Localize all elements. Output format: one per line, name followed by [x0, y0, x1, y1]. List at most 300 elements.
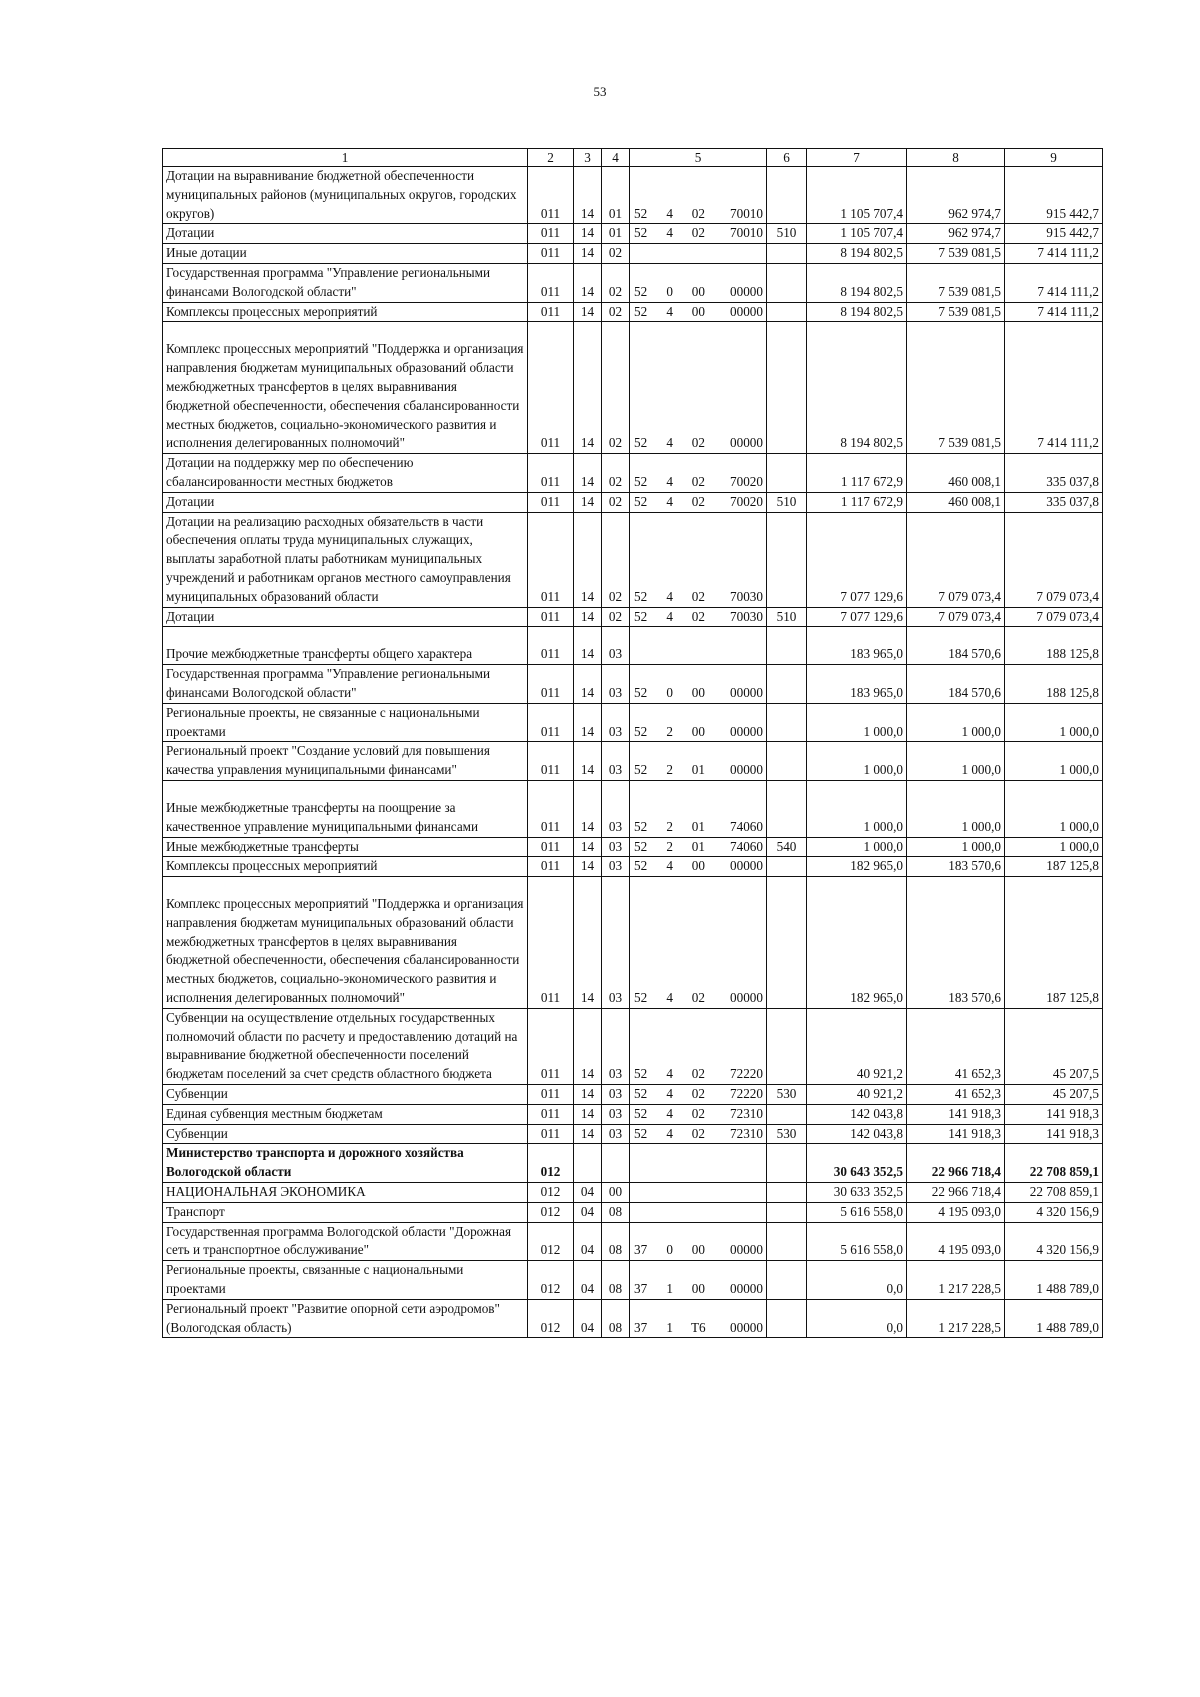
amount-c9: 335 037,8 [1005, 492, 1103, 512]
row-name-text: Транспорт [166, 1203, 225, 1219]
target-article-code [630, 492, 767, 512]
code-c3: 14 [574, 322, 602, 454]
code-part-3: 01 [691, 838, 705, 854]
row-name [163, 877, 528, 1009]
code-c4: 02 [602, 322, 630, 454]
code-part-2: 4 [666, 435, 673, 451]
code-c2: 011 [528, 512, 574, 607]
row-name-text: Дотации [166, 493, 215, 509]
code-c3: 04 [574, 1202, 602, 1222]
code-c4: 03 [602, 780, 630, 837]
column-header-9: 9 [1005, 149, 1103, 167]
row-name [163, 322, 528, 454]
expense-type-code [767, 1261, 807, 1300]
target-article-code [630, 1008, 767, 1084]
expense-type-code [767, 454, 807, 493]
amount-c9: 4 320 156,9 [1005, 1222, 1103, 1261]
code-c3: 14 [574, 742, 602, 781]
amount-c8: 7 539 081,5 [907, 322, 1005, 454]
code-c3: 14 [574, 837, 602, 857]
code-part-1: 52 [634, 473, 648, 489]
table-row [163, 627, 1103, 665]
table-row [163, 302, 1103, 322]
column-header-6: 6 [767, 149, 807, 167]
amount-c9: 915 442,7 [1005, 167, 1103, 224]
amount-c8: 7 079 073,4 [907, 512, 1005, 607]
row-name [163, 780, 528, 837]
row-name [163, 454, 528, 493]
row-name [163, 703, 528, 742]
target-article-code [630, 857, 767, 877]
expense-type-code [767, 1183, 807, 1203]
expense-type-code: 510 [767, 224, 807, 244]
code-part-3: 02 [691, 1066, 705, 1082]
target-article-parts [630, 857, 766, 876]
code-part-4: 00000 [730, 723, 763, 739]
row-name [163, 1261, 528, 1300]
amount-c8: 4 195 093,0 [907, 1202, 1005, 1222]
code-c4 [602, 1144, 630, 1183]
amount-c9: 335 037,8 [1005, 454, 1103, 493]
row-name-text: Иные дотации [166, 245, 247, 261]
amount-c8: 141 918,3 [907, 1124, 1005, 1144]
amount-c7: 7 077 129,6 [807, 607, 907, 627]
row-name [163, 837, 528, 857]
code-part-4: 00000 [730, 762, 763, 778]
column-header-4: 4 [602, 149, 630, 167]
amount-c7: 1 000,0 [807, 742, 907, 781]
amount-c9: 7 079 073,4 [1005, 607, 1103, 627]
amount-c9: 188 125,8 [1005, 665, 1103, 704]
row-name [163, 492, 528, 512]
table-row [163, 742, 1103, 781]
target-article-parts [630, 761, 766, 780]
code-part-4: 72220 [730, 1066, 763, 1082]
code-c4: 01 [602, 167, 630, 224]
code-c3: 14 [574, 454, 602, 493]
amount-c8: 962 974,7 [907, 224, 1005, 244]
row-name-text: Субвенции [166, 1086, 228, 1102]
amount-c7: 142 043,8 [807, 1104, 907, 1124]
row-name [163, 1124, 528, 1144]
code-c4: 03 [602, 665, 630, 704]
amount-c7: 40 921,2 [807, 1008, 907, 1084]
amount-c7: 0,0 [807, 1261, 907, 1300]
target-article-code [630, 1202, 767, 1222]
code-c3: 14 [574, 263, 602, 302]
table-row [163, 224, 1103, 244]
code-part-2: 4 [666, 588, 673, 604]
code-c4: 08 [602, 1202, 630, 1222]
target-article-parts [630, 283, 766, 302]
code-part-3: 00 [691, 303, 705, 319]
code-part-2: 4 [666, 1105, 673, 1121]
target-article-parts [630, 608, 766, 627]
code-c4: 08 [602, 1299, 630, 1338]
expense-type-code [767, 263, 807, 302]
expense-type-code [767, 302, 807, 322]
row-name [163, 742, 528, 781]
code-part-2: 4 [666, 990, 673, 1006]
code-c4: 02 [602, 492, 630, 512]
target-article-parts [630, 473, 766, 492]
amount-c8: 183 570,6 [907, 877, 1005, 1009]
code-c4: 02 [602, 244, 630, 264]
code-part-3: 00 [691, 684, 705, 700]
code-c4: 08 [602, 1222, 630, 1261]
code-c3: 14 [574, 607, 602, 627]
amount-c7: 40 921,2 [807, 1085, 907, 1105]
amount-c8: 1 000,0 [907, 780, 1005, 837]
amount-c7: 1 000,0 [807, 780, 907, 837]
code-part-2: 0 [666, 1242, 673, 1258]
amount-c8: 184 570,6 [907, 627, 1005, 665]
code-part-1: 52 [634, 1105, 648, 1121]
code-c4: 02 [602, 512, 630, 607]
code-part-4: 74060 [730, 818, 763, 834]
row-name [163, 1299, 528, 1338]
code-part-2: 4 [666, 608, 673, 624]
amount-c8: 4 195 093,0 [907, 1222, 1005, 1261]
code-part-4: 72220 [730, 1086, 763, 1102]
code-c2: 011 [528, 322, 574, 454]
expense-type-code [767, 1008, 807, 1084]
amount-c8: 7 539 081,5 [907, 263, 1005, 302]
row-name [163, 607, 528, 627]
code-c4: 03 [602, 1124, 630, 1144]
target-article-parts [630, 303, 766, 322]
code-part-3: 02 [691, 588, 705, 604]
row-name-text: Субвенции [166, 1125, 228, 1141]
code-part-3: 01 [691, 818, 705, 834]
expense-type-code [767, 512, 807, 607]
code-part-1: 52 [634, 435, 648, 451]
code-c2: 011 [528, 454, 574, 493]
target-article-code [630, 837, 767, 857]
target-article-code [630, 302, 767, 322]
expense-type-code [767, 1144, 807, 1183]
amount-c8: 1 217 228,5 [907, 1299, 1005, 1338]
amount-c7: 5 616 558,0 [807, 1202, 907, 1222]
row-name [163, 302, 528, 322]
code-c4: 03 [602, 1008, 630, 1084]
row-name-text: Дотации [166, 608, 215, 624]
table-row [163, 1104, 1103, 1124]
code-c3: 14 [574, 780, 602, 837]
amount-c9: 1 000,0 [1005, 780, 1103, 837]
target-article-parts [630, 493, 766, 512]
code-part-1: 52 [634, 723, 648, 739]
amount-c7: 183 965,0 [807, 627, 907, 665]
table-row [163, 607, 1103, 627]
table-row [163, 263, 1103, 302]
code-c3: 14 [574, 627, 602, 665]
amount-c7: 30 633 352,5 [807, 1183, 907, 1203]
code-c4: 02 [602, 607, 630, 627]
amount-c7: 8 194 802,5 [807, 244, 907, 264]
code-part-2: 4 [666, 858, 673, 874]
expense-type-code: 530 [767, 1124, 807, 1144]
code-part-3: 02 [691, 1125, 705, 1141]
code-c3: 04 [574, 1222, 602, 1261]
code-part-4: 70030 [730, 588, 763, 604]
code-c2: 011 [528, 857, 574, 877]
code-c2: 011 [528, 302, 574, 322]
amount-c9: 141 918,3 [1005, 1104, 1103, 1124]
code-part-1: 37 [634, 1319, 648, 1335]
amount-c8: 7 079 073,4 [907, 607, 1005, 627]
row-name-text: Государственная программа Вологодской области "Дорожная сеть и транспортное обслуживание" [166, 1223, 512, 1258]
amount-c7: 1 117 672,9 [807, 454, 907, 493]
row-name-text: Иные межбюджетные трансферты [166, 838, 359, 854]
expense-type-code [767, 703, 807, 742]
row-name [163, 1008, 528, 1084]
code-part-4: 70020 [730, 473, 763, 489]
code-c2: 012 [528, 1222, 574, 1261]
target-article-parts [630, 434, 766, 453]
target-article-code [630, 877, 767, 1009]
amount-c8: 460 008,1 [907, 454, 1005, 493]
target-article-code [630, 512, 767, 607]
code-part-2: 4 [666, 1125, 673, 1141]
code-part-2: 4 [666, 303, 673, 319]
code-c3: 04 [574, 1299, 602, 1338]
code-c2: 011 [528, 492, 574, 512]
budget-table [162, 148, 1103, 1338]
table-row [163, 1183, 1103, 1203]
target-article-parts [630, 818, 766, 837]
code-part-2: 4 [666, 1066, 673, 1082]
code-part-3: 00 [691, 1281, 705, 1297]
expense-type-code [767, 780, 807, 837]
code-c4: 03 [602, 627, 630, 665]
row-name [163, 1202, 528, 1222]
code-part-3: 02 [691, 493, 705, 509]
amount-c8: 141 918,3 [907, 1104, 1005, 1124]
expense-type-code: 540 [767, 837, 807, 857]
row-name-text: Комплекс процессных мероприятий "Поддержка и организация направления бюджетам муниципальных образований области межбюджетных трансфертов в целях выравнивания бюджетной обеспеченности, обеспечения сбалансированности местных бюджетов, социально-экономического развития и исполнения делегированных полномочий" [166, 896, 524, 1006]
table-row [163, 703, 1103, 742]
code-part-2: 2 [666, 762, 673, 778]
expense-type-code [767, 627, 807, 665]
target-article-parts [630, 989, 766, 1008]
code-part-4: 00000 [730, 303, 763, 319]
row-name-text: Комплекс процессных мероприятий "Поддержка и организация направления бюджетам муниципальных образований области межбюджетных трансфертов в целях выравнивания бюджетной обеспеченности, обеспечения сбалансированности местных бюджетов, социально-экономического развития и исполнения делегированных полномочий" [166, 341, 524, 451]
column-header-2: 2 [528, 149, 574, 167]
row-name [163, 1104, 528, 1124]
code-part-4: 74060 [730, 838, 763, 854]
target-article-code [630, 1299, 767, 1338]
amount-c9: 45 207,5 [1005, 1085, 1103, 1105]
code-c2: 011 [528, 224, 574, 244]
code-part-3: 02 [691, 1105, 705, 1121]
code-part-2: 4 [666, 205, 673, 221]
code-part-2: 4 [666, 1086, 673, 1102]
code-c3: 14 [574, 224, 602, 244]
amount-c8: 183 570,6 [907, 857, 1005, 877]
amount-c8: 460 008,1 [907, 492, 1005, 512]
amount-c7: 142 043,8 [807, 1124, 907, 1144]
code-c2: 011 [528, 703, 574, 742]
table-row [163, 512, 1103, 607]
target-article-code [630, 1124, 767, 1144]
row-name [163, 857, 528, 877]
amount-c9: 22 708 859,1 [1005, 1183, 1103, 1203]
row-name-text: Государственная программа "Управление региональными финансами Вологодской области" [166, 264, 491, 299]
code-c2: 011 [528, 780, 574, 837]
amount-c9: 1 488 789,0 [1005, 1261, 1103, 1300]
code-part-1: 52 [634, 303, 648, 319]
code-part-1: 52 [634, 608, 648, 624]
amount-c8: 22 966 718,4 [907, 1144, 1005, 1183]
expense-type-code: 510 [767, 607, 807, 627]
code-part-3: 00 [691, 283, 705, 299]
code-part-2: 4 [666, 225, 673, 241]
amount-c9: 4 320 156,9 [1005, 1202, 1103, 1222]
amount-c9: 22 708 859,1 [1005, 1144, 1103, 1183]
amount-c9: 915 442,7 [1005, 224, 1103, 244]
target-article-code [630, 1104, 767, 1124]
code-part-3: 02 [691, 608, 705, 624]
code-part-2: 2 [666, 838, 673, 854]
column-header-1: 1 [163, 149, 528, 167]
row-name-text: Региональные проекты, не связанные с национальными проектами [166, 704, 480, 739]
code-c3: 14 [574, 492, 602, 512]
code-part-3: 00 [691, 723, 705, 739]
code-part-3: Т6 [690, 1319, 706, 1335]
table-row [163, 1144, 1103, 1183]
amount-c7: 8 194 802,5 [807, 322, 907, 454]
amount-c9: 45 207,5 [1005, 1008, 1103, 1084]
code-part-4: 00000 [730, 1242, 763, 1258]
code-part-2: 4 [666, 473, 673, 489]
amount-c8: 1 000,0 [907, 742, 1005, 781]
target-article-code [630, 167, 767, 224]
amount-c7: 1 000,0 [807, 703, 907, 742]
code-part-4: 00000 [730, 1319, 763, 1335]
amount-c8: 7 539 081,5 [907, 244, 1005, 264]
row-name-text: Субвенции на осуществление отдельных государственных полномочий области по расчету и предоставлению дотаций на выравнивание бюджетной обеспеченности поселений бюджетам поселений за счет средств областного бюджета [166, 1009, 518, 1082]
expense-type-code [767, 167, 807, 224]
table-row [163, 1124, 1103, 1144]
code-part-1: 37 [634, 1242, 648, 1258]
column-header-7: 7 [807, 149, 907, 167]
amount-c8: 41 652,3 [907, 1008, 1005, 1084]
code-c3: 04 [574, 1261, 602, 1300]
row-name-text: Дотации на поддержку мер по обеспечению сбалансированности местных бюджетов [166, 455, 414, 489]
amount-c7: 0,0 [807, 1299, 907, 1338]
amount-c9: 1 000,0 [1005, 703, 1103, 742]
table-row [163, 857, 1103, 877]
expense-type-code: 510 [767, 492, 807, 512]
row-name [163, 1222, 528, 1261]
code-c4: 03 [602, 877, 630, 1009]
amount-c7: 30 643 352,5 [807, 1144, 907, 1183]
amount-c9: 7 414 111,2 [1005, 322, 1103, 454]
target-article-parts [630, 1085, 766, 1104]
column-header-8: 8 [907, 149, 1005, 167]
code-part-1: 52 [634, 838, 648, 854]
target-article-parts [630, 838, 766, 857]
target-article-code [630, 1183, 767, 1203]
expense-type-code [767, 742, 807, 781]
table-row [163, 244, 1103, 264]
row-name-text: Региональные проекты, связанные с национальными проектами [166, 1262, 464, 1297]
code-c2: 012 [528, 1202, 574, 1222]
code-part-2: 2 [666, 818, 673, 834]
table-row [163, 1008, 1103, 1084]
code-c4: 02 [602, 454, 630, 493]
amount-c9: 187 125,8 [1005, 877, 1103, 1009]
target-article-parts [630, 224, 766, 243]
code-part-2: 1 [666, 1319, 673, 1335]
expense-type-code [767, 1202, 807, 1222]
target-article-code [630, 244, 767, 264]
amount-c7: 182 965,0 [807, 857, 907, 877]
table-row [163, 1202, 1103, 1222]
code-c2: 012 [528, 1261, 574, 1300]
code-part-3: 02 [691, 205, 705, 221]
amount-c8: 962 974,7 [907, 167, 1005, 224]
code-c2: 012 [528, 1183, 574, 1203]
row-name [163, 627, 528, 665]
row-name-text: Комплексы процессных мероприятий [166, 303, 378, 319]
code-part-3: 00 [691, 1242, 705, 1258]
code-c2: 011 [528, 877, 574, 1009]
target-article-code [630, 454, 767, 493]
row-name [163, 1183, 528, 1203]
target-article-parts [630, 205, 766, 224]
code-part-1: 52 [634, 493, 648, 509]
row-name-text: НАЦИОНАЛЬНАЯ ЭКОНОМИКА [166, 1184, 366, 1200]
row-name [163, 665, 528, 704]
table-row [163, 877, 1103, 1009]
row-name [163, 167, 528, 224]
amount-c8: 1 000,0 [907, 837, 1005, 857]
amount-c9: 7 414 111,2 [1005, 244, 1103, 264]
target-article-code [630, 665, 767, 704]
code-c2: 011 [528, 1008, 574, 1084]
target-article-code [630, 263, 767, 302]
code-c4: 01 [602, 224, 630, 244]
target-article-code [630, 703, 767, 742]
code-c2: 011 [528, 263, 574, 302]
code-c3: 14 [574, 167, 602, 224]
row-name-text: Комплексы процессных мероприятий [166, 858, 378, 874]
amount-c7: 1 000,0 [807, 837, 907, 857]
code-c2: 011 [528, 1104, 574, 1124]
target-article-code [630, 224, 767, 244]
code-c2: 011 [528, 244, 574, 264]
amount-c9: 1 000,0 [1005, 742, 1103, 781]
code-part-3: 00 [691, 858, 705, 874]
code-c4: 03 [602, 1104, 630, 1124]
code-c2: 011 [528, 837, 574, 857]
code-c2: 011 [528, 167, 574, 224]
code-c4: 02 [602, 302, 630, 322]
expense-type-code [767, 322, 807, 454]
code-c3: 14 [574, 665, 602, 704]
code-part-4: 70010 [730, 205, 763, 221]
table-row [163, 1222, 1103, 1261]
table-row [163, 780, 1103, 837]
target-article-parts [630, 1105, 766, 1124]
code-c2: 011 [528, 627, 574, 665]
code-part-4: 72310 [730, 1125, 763, 1141]
code-part-1: 52 [634, 1086, 648, 1102]
target-article-parts [630, 1241, 766, 1260]
code-part-1: 52 [634, 283, 648, 299]
